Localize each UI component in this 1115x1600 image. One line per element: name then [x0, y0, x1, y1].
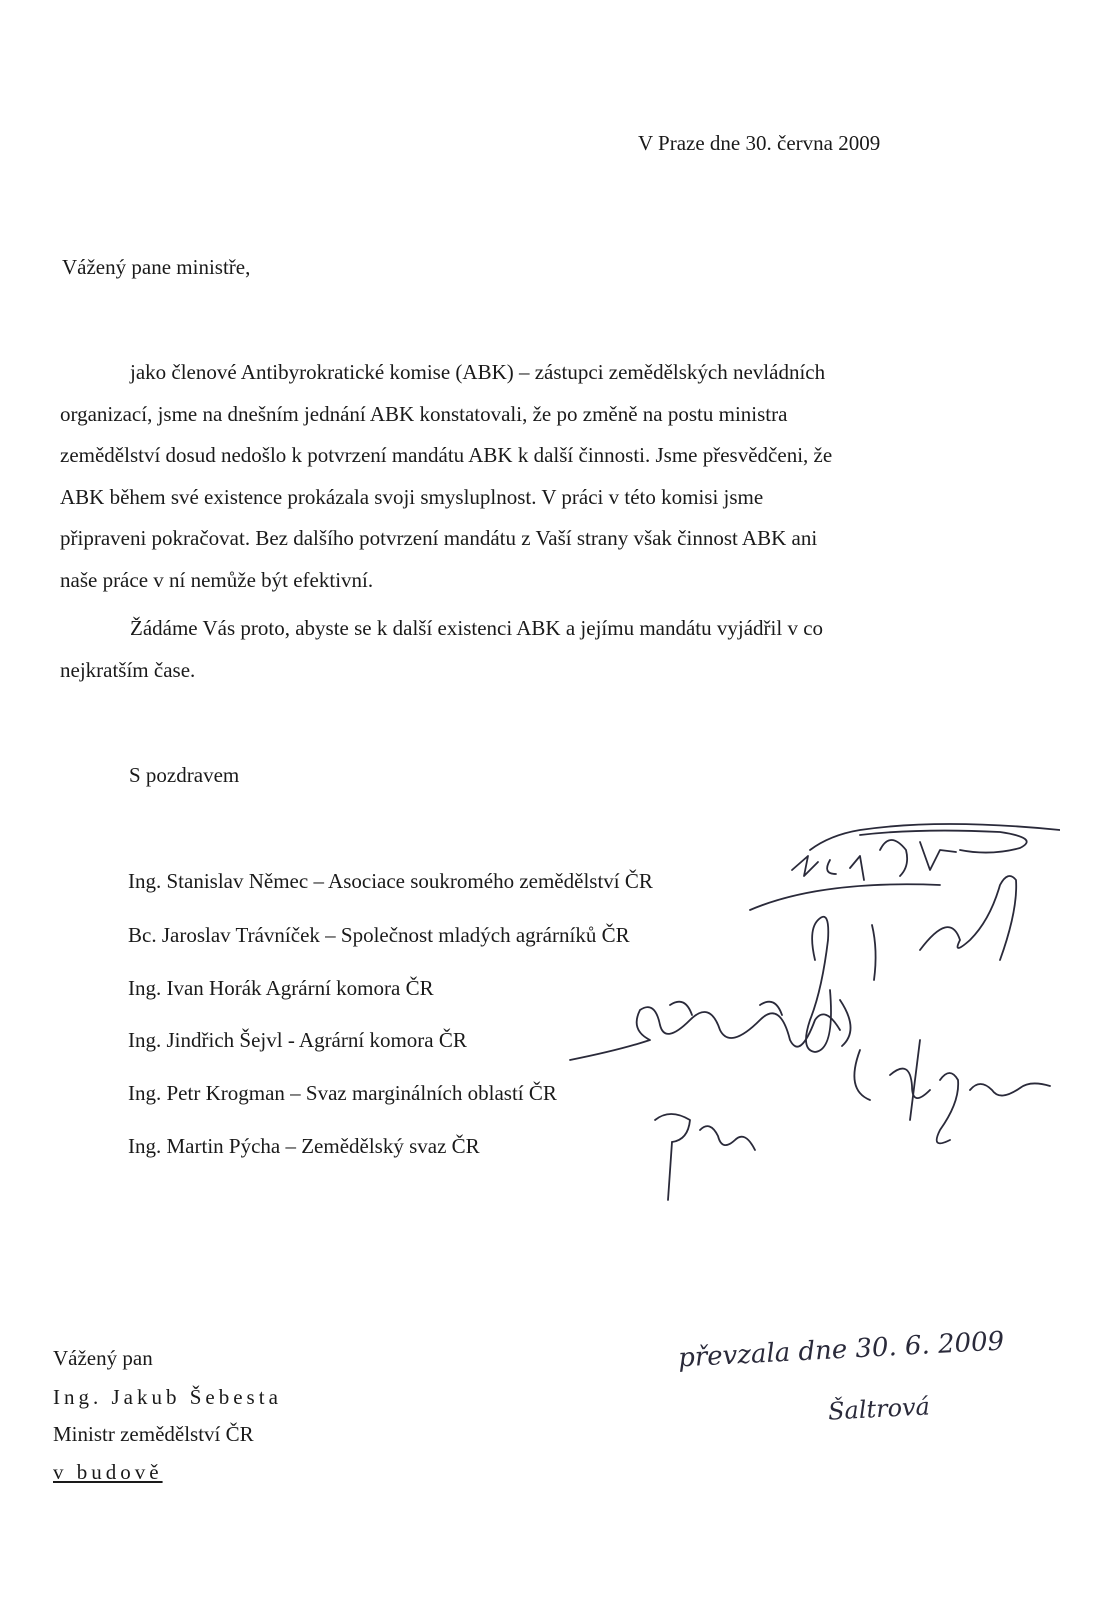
closing: S pozdravem — [129, 763, 240, 787]
paragraph-1-line: připraveni pokračovat. Bez dalšího potvrzení mandátu z Vaší strany však činnost ABK ani — [60, 526, 818, 550]
handwritten-signatures — [560, 790, 1060, 1210]
paragraph-2 — [60, 608, 960, 691]
recipient-title: Ministr zemědělství ČR — [53, 1422, 254, 1446]
paragraph-2-line: Žádáme Vás proto, abyste se k další existenci ABK a jejímu mandátu vyjádřil v co — [130, 616, 824, 640]
date-line: V Praze dne 30. června 2009 — [638, 131, 881, 155]
signatory-line: Ing. Martin Pýcha – Zemědělský svaz ČR — [128, 1134, 480, 1158]
signatory-line: Ing. Stanislav Němec – Asociace soukromého zemědělství ČR — [128, 869, 653, 893]
paragraph-1-line: ABK během své existence prokázala svoji smysluplnost. V práci v této komisi jsme — [60, 484, 764, 509]
received-note-signature: Šaltrová — [827, 1392, 931, 1426]
paragraph-2-line: nejkratším čase. — [60, 657, 196, 682]
recipient-location: v budově — [53, 1460, 163, 1484]
paragraph-1-line: zemědělství dosud nedošlo k potvrzení mandátu ABK k další činnosti. Jsme přesvědčeni, že — [60, 443, 833, 467]
signatory-line: Ing. Ivan Horák Agrární komora ČR — [128, 976, 434, 1000]
paragraph-1-line: naše práce v ní nemůže být efektivní. — [60, 567, 374, 592]
signatory-line: Ing. Jindřich Šejvl - Agrární komora ČR — [128, 1028, 467, 1052]
paragraph-1-line: organizací, jsme na dnešním jednání ABK konstatovali, že po změně na postu ministra — [60, 401, 788, 426]
recipient-greeting: Vážený pan — [53, 1346, 153, 1370]
salutation: Vážený pane ministře, — [62, 255, 251, 279]
signatory-line: Ing. Petr Krogman – Svaz marginálních oblastí ČR — [128, 1081, 557, 1105]
signatory-line: Bc. Jaroslav Trávníček – Společnost mladých agrárníků ČR — [128, 923, 630, 947]
paragraph-1-line: jako členové Antibyrokratické komise (ABK) – zástupci zemědělských nevládních — [130, 360, 826, 384]
paragraph-1 — [60, 352, 960, 601]
received-note-date: převzala dne 30. 6. 2009 — [677, 1326, 1005, 1374]
recipient-name: Ing. Jakub Šebesta — [53, 1385, 282, 1409]
